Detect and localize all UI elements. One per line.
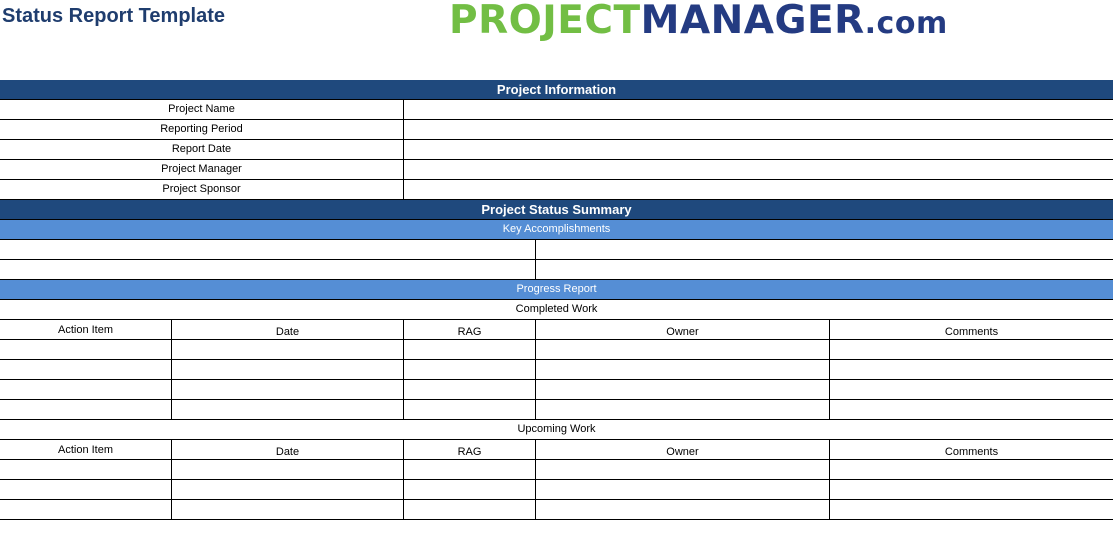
field-value-project-sponsor[interactable] [404, 180, 1113, 199]
date-cell[interactable] [172, 340, 404, 359]
action-item-cell[interactable] [0, 360, 172, 379]
field-value-project-manager[interactable] [404, 160, 1113, 179]
logo-part-manager: MANAGER [640, 0, 865, 43]
completed-work-row [0, 340, 1113, 360]
owner-cell[interactable] [536, 400, 830, 419]
project-status-summary-header: Project Status Summary [0, 200, 1113, 220]
field-value-reporting-period[interactable] [404, 120, 1113, 139]
logo-part-project: PROJECT [449, 0, 641, 43]
comments-cell[interactable] [830, 400, 1113, 419]
field-row-project-sponsor [0, 180, 1113, 200]
field-label-project-name: Project Name [0, 100, 404, 119]
date-cell[interactable] [172, 500, 404, 519]
action-item-cell[interactable] [0, 480, 172, 499]
upcoming-work-row [0, 480, 1113, 500]
field-row-project-manager [0, 160, 1113, 180]
key-accomplishment-cell-left[interactable] [0, 260, 536, 279]
key-accomplishment-cell-right[interactable] [536, 260, 1113, 279]
rag-cell[interactable] [404, 340, 536, 359]
owner-cell[interactable] [536, 360, 830, 379]
field-row-report-date [0, 140, 1113, 160]
column-header-rag: RAG [404, 320, 536, 339]
rag-cell[interactable] [404, 380, 536, 399]
upcoming-work-header: Upcoming Work [0, 420, 1113, 440]
column-header-owner: Owner [536, 440, 830, 459]
field-label-project-sponsor: Project Sponsor [0, 180, 404, 199]
completed-work-row [0, 380, 1113, 400]
column-header-action-item: Action Item [0, 320, 172, 339]
rag-cell[interactable] [404, 500, 536, 519]
date-cell[interactable] [172, 400, 404, 419]
owner-cell[interactable] [536, 500, 830, 519]
projectmanager-logo [449, 0, 948, 48]
owner-cell[interactable] [536, 340, 830, 359]
page-title: Status Report Template [2, 5, 225, 27]
owner-cell[interactable] [536, 460, 830, 479]
date-cell[interactable] [172, 380, 404, 399]
key-accomplishment-cell-right[interactable] [536, 240, 1113, 259]
rag-cell[interactable] [404, 460, 536, 479]
project-information-header: Project Information [0, 80, 1113, 100]
completed-work-row [0, 400, 1113, 420]
action-item-cell[interactable] [0, 500, 172, 519]
rag-cell[interactable] [404, 360, 536, 379]
field-row-project-name [0, 100, 1113, 120]
rag-cell[interactable] [404, 400, 536, 419]
field-label-project-manager: Project Manager [0, 160, 404, 179]
completed-work-row [0, 360, 1113, 380]
date-cell[interactable] [172, 480, 404, 499]
status-report-sheet [0, 80, 1113, 520]
column-header-date: Date [172, 320, 404, 339]
logo-part-domain: .com [864, 6, 948, 41]
progress-report-header: Progress Report [0, 280, 1113, 300]
key-accomplishments-header: Key Accomplishments [0, 220, 1113, 240]
comments-cell[interactable] [830, 360, 1113, 379]
date-cell[interactable] [172, 460, 404, 479]
field-row-reporting-period [0, 120, 1113, 140]
action-item-cell[interactable] [0, 340, 172, 359]
action-item-cell[interactable] [0, 380, 172, 399]
upcoming-work-row [0, 460, 1113, 480]
completed-work-header: Completed Work [0, 300, 1113, 320]
key-accomplishment-row [0, 240, 1113, 260]
owner-cell[interactable] [536, 480, 830, 499]
upcoming-work-row [0, 500, 1113, 520]
action-item-cell[interactable] [0, 460, 172, 479]
column-header-owner: Owner [536, 320, 830, 339]
column-header-action-item: Action Item [0, 440, 172, 459]
action-item-cell[interactable] [0, 400, 172, 419]
comments-cell[interactable] [830, 460, 1113, 479]
key-accomplishment-cell-left[interactable] [0, 240, 536, 259]
comments-cell[interactable] [830, 340, 1113, 359]
date-cell[interactable] [172, 360, 404, 379]
field-value-project-name[interactable] [404, 100, 1113, 119]
owner-cell[interactable] [536, 380, 830, 399]
column-header-comments: Comments [944, 446, 999, 458]
column-header-date: Date [172, 440, 404, 459]
field-label-reporting-period: Reporting Period [0, 120, 404, 139]
comments-cell[interactable] [830, 480, 1113, 499]
completed-work-column-headers [0, 320, 1113, 340]
upcoming-work-column-headers [0, 440, 1113, 460]
rag-cell[interactable] [404, 480, 536, 499]
column-header-comments: Comments [944, 326, 999, 338]
field-label-report-date: Report Date [0, 140, 404, 159]
field-value-report-date[interactable] [404, 140, 1113, 159]
key-accomplishment-row [0, 260, 1113, 280]
column-header-rag: RAG [404, 440, 536, 459]
comments-cell[interactable] [830, 500, 1113, 519]
comments-cell[interactable] [830, 380, 1113, 399]
